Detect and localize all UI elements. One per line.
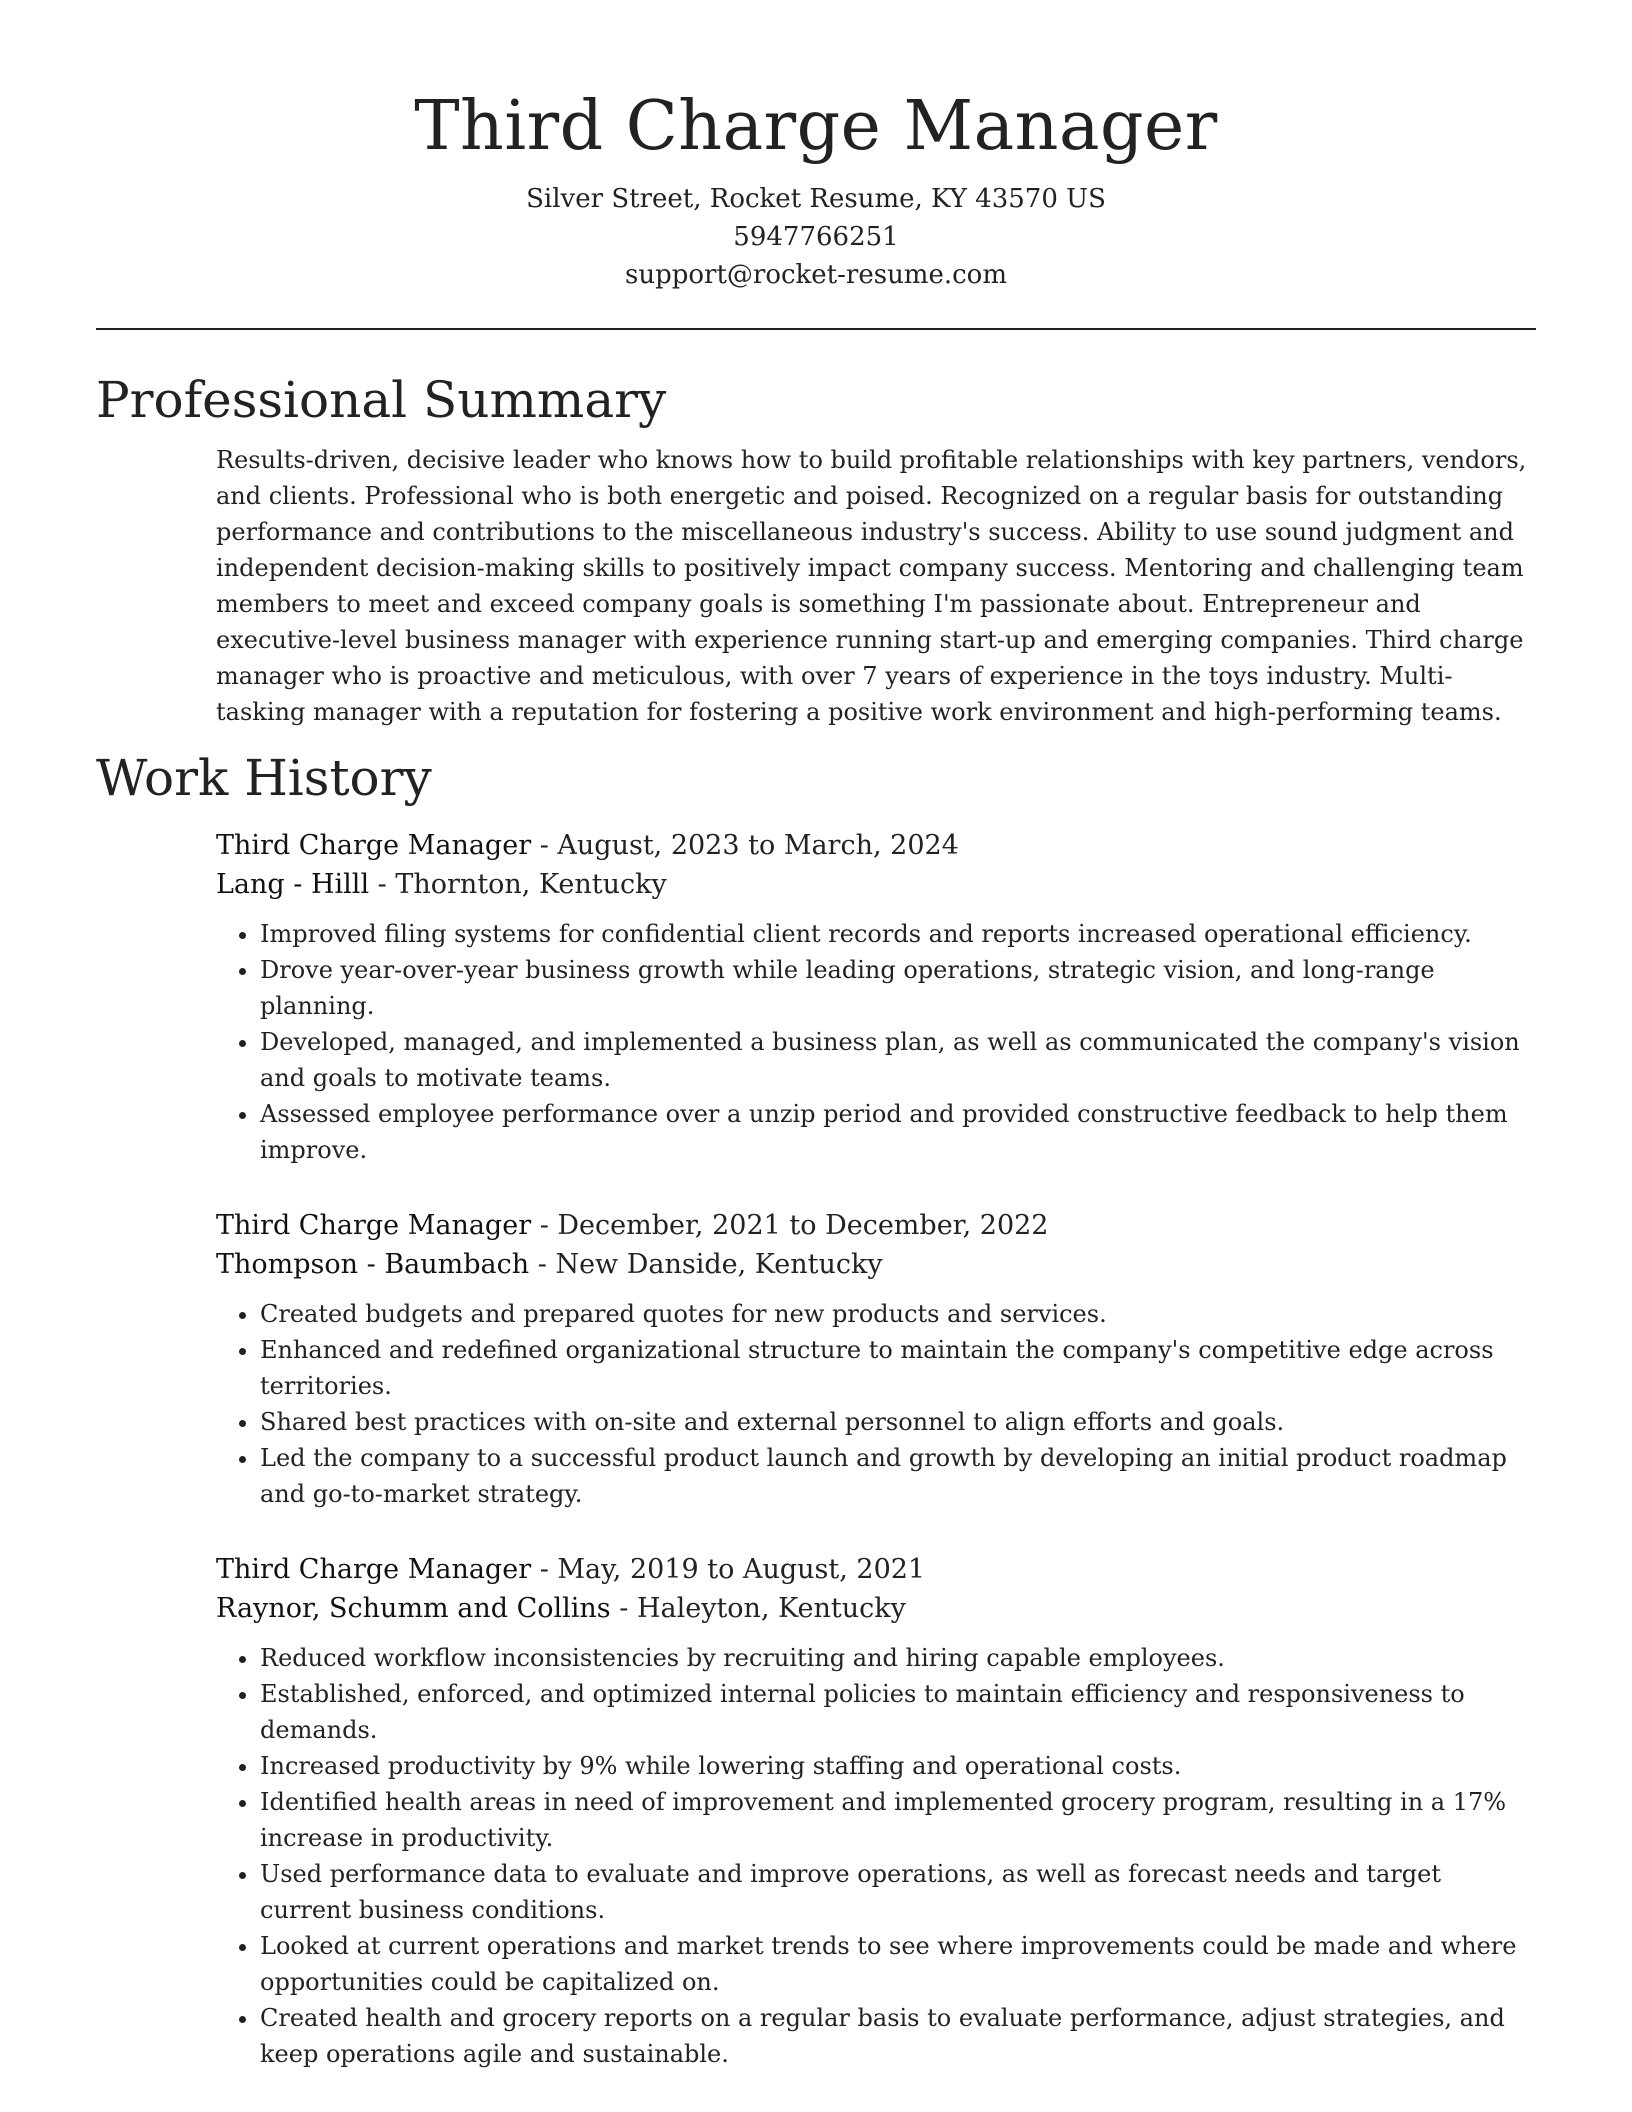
job-bullet: • Created budgets and prepared quotes for new products and services. [260, 1296, 1536, 1332]
job-bullet: • Assessed employee performance over a unzip period and provided constructive feedback to help them improve. [260, 1096, 1536, 1168]
job-title: Third Charge Manager [216, 1210, 532, 1241]
job-company-line [216, 1245, 1536, 1284]
job-company: Lang - Hilll [216, 869, 370, 900]
job-bullets [216, 916, 1536, 1168]
job-bullet: • Looked at current operations and market trends to see where improvements could be made and where opportunities could be capitalized on. [260, 1928, 1536, 2000]
job-bullet: • Enhanced and redefined organizational structure to maintain the company's competitive edge across territories. [260, 1332, 1536, 1404]
job-bullet: • Established, enforced, and optimized internal policies to maintain efficiency and responsiveness to demands. [260, 1676, 1536, 1748]
summary-text: Results-driven, decisive leader who knows how to build profitable relationships with key partners, vendors, and clients. Professional who is both energetic and poised. Recognized on a regular basis for outstanding performance and contributions to the miscellaneous industry's success. Ability to use sound judgment and independent decision-making skills to positively impact company success. Mentoring and challenging team members to meet and exceed company goals is something I'm passionate about. Entrepreneur and executive-level business manager with experience running start-up and emerging companies. Third charge manager who is proactive and meticulous, with over 7 years of experience in the toys industry. Multi-tasking manager with a reputation for fostering a positive work environment and high-performing teams. [216, 446, 1527, 726]
job-bullet: • Led the company to a successful product launch and growth by developing an initial product roadmap and go-to-market strategy. [260, 1440, 1536, 1512]
job-entry [216, 1550, 1536, 2072]
job-bullet: • Used performance data to evaluate and improve operations, as well as forecast needs and target current business conditions. [260, 1856, 1536, 1928]
job-company-line [216, 865, 1536, 904]
job-bullets [216, 1296, 1536, 1512]
job-bullet: • Increased productivity by 9% while lowering staffing and operational costs. [260, 1748, 1536, 1784]
resume-header [96, 0, 1536, 294]
work-history-body [216, 826, 1536, 2072]
job-title-line [216, 1206, 1536, 1245]
job-company-line [216, 1589, 1536, 1628]
job-company: Thompson - Baumbach [216, 1249, 530, 1280]
job-title-line [216, 1550, 1536, 1589]
section-title-work-history: Work History [96, 749, 432, 807]
job-bullet: • Developed, managed, and implemented a business plan, as well as communicated the company's vision and goals to motivate teams. [260, 1024, 1536, 1096]
contact-phone: 5947766251 [733, 222, 899, 252]
contact-email[interactable]: support@rocket-resume.com [624, 260, 1007, 290]
header-divider [96, 328, 1536, 330]
work-history-section [96, 746, 1536, 2072]
job-location: - New Danside, Kentucky [529, 1249, 883, 1280]
job-title-line [216, 826, 1536, 865]
job-bullet: • Shared best practices with on-site and external personnel to align efforts and goals. [260, 1404, 1536, 1440]
job-bullet: • Drove year-over-year business growth while leading operations, strategic vision, and long-range planning. [260, 952, 1536, 1024]
job-dates: - May, 2019 to August, 2021 [531, 1554, 926, 1585]
job-location: - Haleyton, Kentucky [610, 1593, 906, 1624]
job-title: Third Charge Manager [216, 830, 532, 861]
summary-body [216, 442, 1536, 730]
job-bullet: • Improved filing systems for confidential client records and reports increased operational efficiency. [260, 916, 1536, 952]
job-dates: - August, 2023 to March, 2024 [531, 830, 959, 861]
contact-address: Silver Street, Rocket Resume, KY 43570 US [526, 184, 1106, 214]
section-title-summary: Professional Summary [96, 371, 667, 429]
job-entry [216, 1206, 1536, 1512]
job-bullets [216, 1640, 1536, 2072]
job-bullet: • Reduced workflow inconsistencies by recruiting and hiring capable employees. [260, 1640, 1536, 1676]
job-bullet: • Identified health areas in need of improvement and implemented grocery program, resulting in a 17% increase in productivity. [260, 1784, 1536, 1856]
candidate-name: Third Charge Manager [414, 87, 1218, 166]
job-title: Third Charge Manager [216, 1554, 532, 1585]
job-dates: - December, 2021 to December, 2022 [531, 1210, 1049, 1241]
professional-summary-section [96, 368, 1536, 730]
job-location: - Thornton, Kentucky [369, 869, 667, 900]
job-bullet: • Created health and grocery reports on a regular basis to evaluate performance, adjust strategies, and keep operations agile and sustainable. [260, 2000, 1536, 2072]
job-entry [216, 826, 1536, 1168]
job-company: Raynor, Schumm and Collins [216, 1593, 611, 1624]
contact-info [96, 180, 1536, 294]
